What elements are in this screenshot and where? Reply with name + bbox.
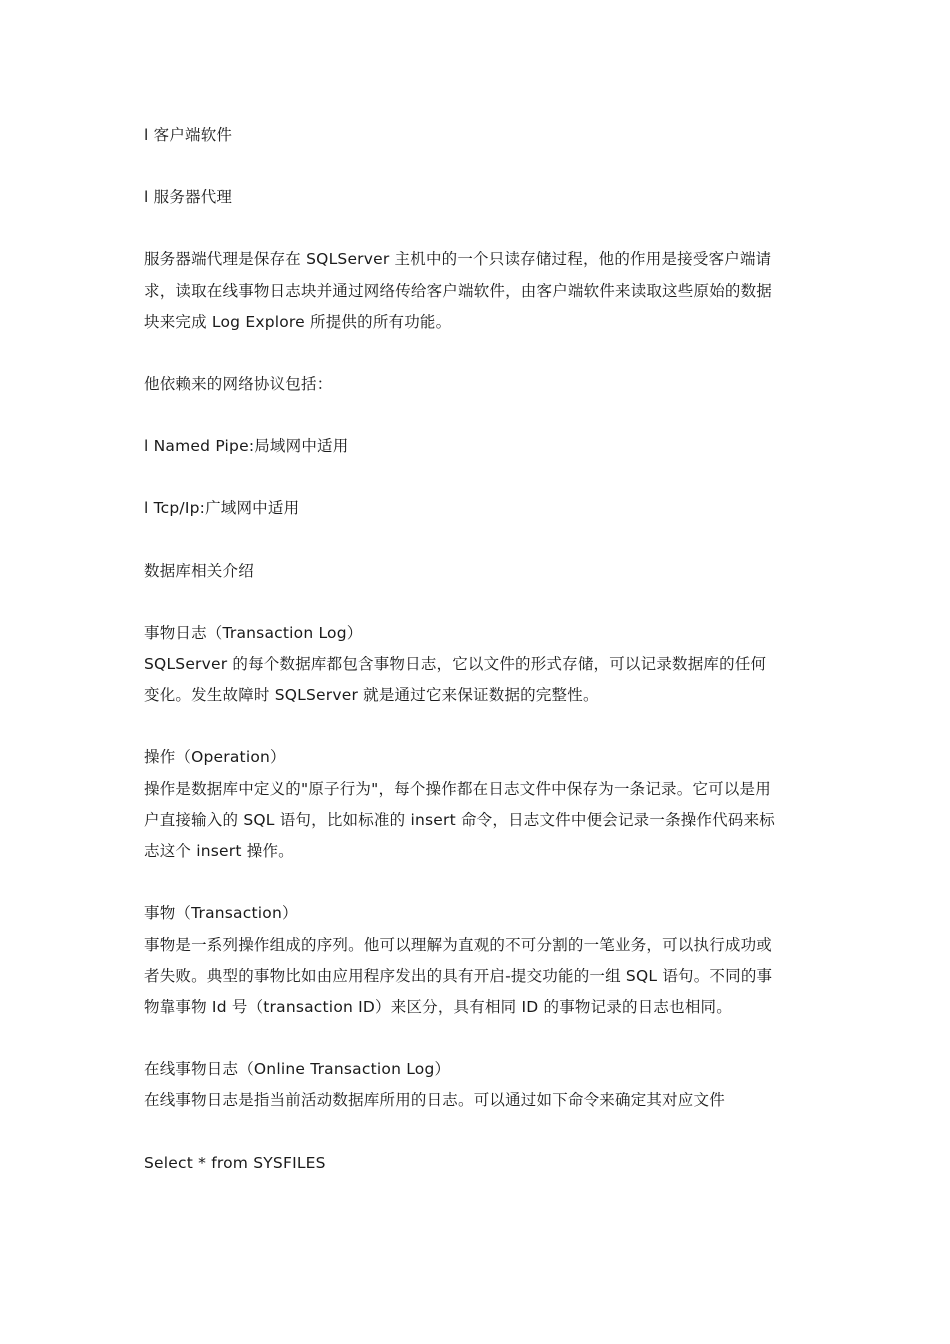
paragraph-transaction-line-2: 者失败。典型的事物比如由应用程序发出的具有开启-提交功能的一组 SQL 语句。不同的事 bbox=[144, 967, 773, 985]
paragraph-server-agent-line-3: 块来完成 Log Explore 所提供的所有功能。 bbox=[144, 313, 452, 331]
paragraph-operation-line-1: 操作是数据库中定义的"原子行为"，每个操作都在日志文件中保存为一条记录。它可以是用 bbox=[144, 780, 771, 798]
bullet-tcp-ip: l Tcp/Ip:广域网中适用 bbox=[144, 499, 300, 517]
section-heading-database-intro: 数据库相关介绍 bbox=[144, 562, 254, 580]
sql-command-select-sysfiles: Select * from SYSFILES bbox=[144, 1154, 326, 1172]
bullet-server-agent: l 服务器代理 bbox=[144, 188, 233, 206]
paragraph-protocols-intro: 他依赖来的网络协议包括： bbox=[144, 375, 333, 393]
paragraph-transaction-log-line-2: 变化。发生故障时 SQLServer 就是通过它来保证数据的完整性。 bbox=[144, 686, 599, 704]
paragraph-operation-line-2: 户直接输入的 SQL 语句，比如标准的 insert 命令，日志文件中便会记录一条操作代码来标 bbox=[144, 811, 775, 829]
heading-operation: 操作（Operation） bbox=[144, 748, 286, 766]
heading-transaction-log: 事物日志（Transaction Log） bbox=[144, 624, 363, 642]
paragraph-transaction-log-line-1: SQLServer 的每个数据库都包含事物日志，它以文件的形式存储，可以记录数据库的任何 bbox=[144, 655, 767, 673]
paragraph-transaction-line-3: 物靠事物 Id 号（transaction ID）来区分，具有相同 ID 的事物记录的日志也相同。 bbox=[144, 998, 732, 1016]
paragraph-transaction-line-1: 事物是一系列操作组成的序列。他可以理解为直观的不可分割的一笔业务，可以执行成功或 bbox=[144, 936, 773, 954]
paragraph-server-agent-line-1: 服务器端代理是保存在 SQLServer 主机中的一个只读存储过程，他的作用是接受客户端请 bbox=[144, 250, 772, 268]
heading-online-transaction-log: 在线事物日志（Online Transaction Log） bbox=[144, 1060, 451, 1078]
paragraph-server-agent-line-2: 求，读取在线事物日志块并通过网络传给客户端软件，由客户端软件来读取这些原始的数据 bbox=[144, 282, 773, 300]
paragraph-operation-line-3: 志这个 insert 操作。 bbox=[144, 842, 294, 860]
bullet-client-software: l 客户端软件 bbox=[144, 126, 233, 144]
bullet-named-pipe: l Named Pipe:局域网中适用 bbox=[144, 437, 349, 455]
heading-transaction: 事物（Transaction） bbox=[144, 904, 298, 922]
paragraph-online-transaction-log: 在线事物日志是指当前活动数据库所用的日志。可以通过如下命令来确定其对应文件 bbox=[144, 1091, 725, 1109]
